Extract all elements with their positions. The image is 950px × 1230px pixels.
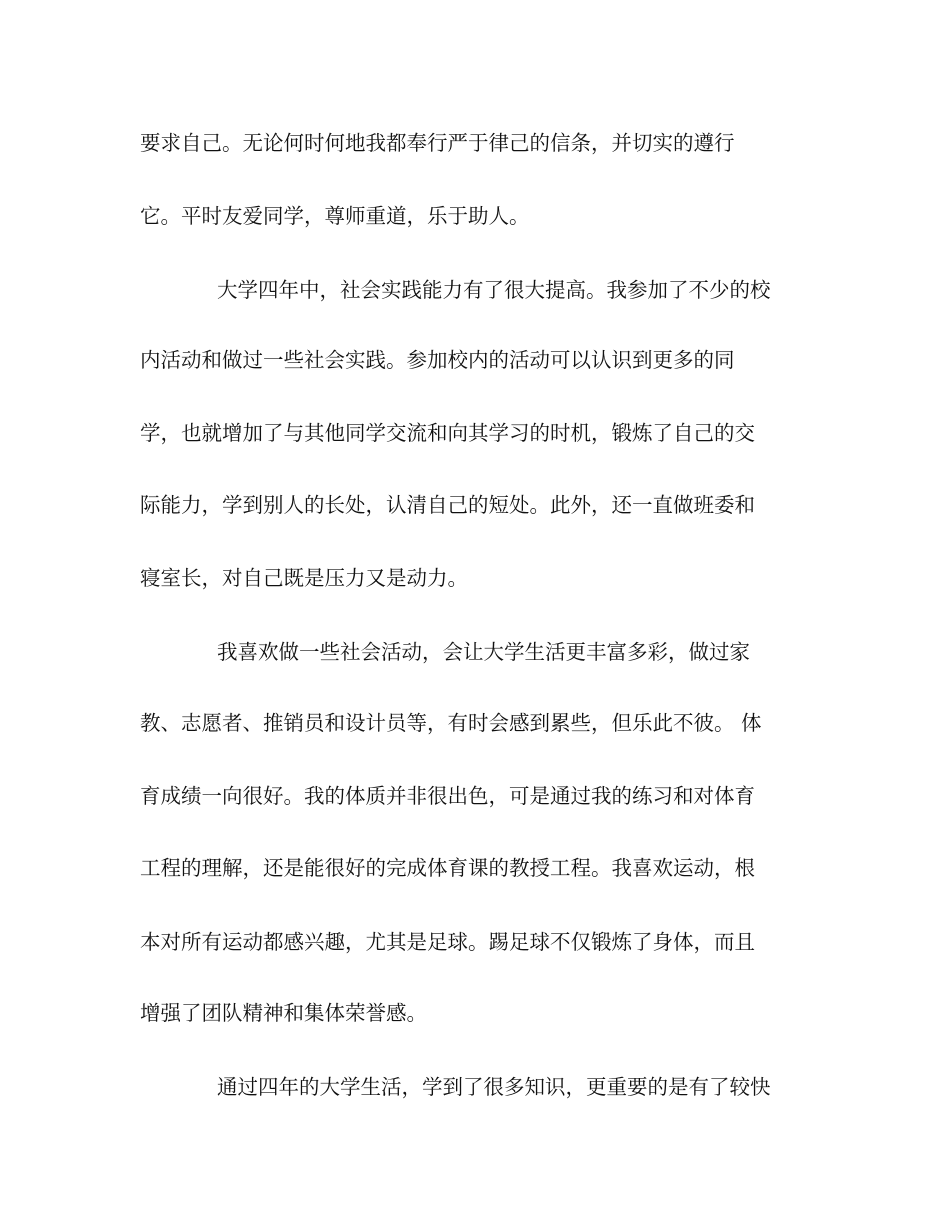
paragraph-start-line: 通过四年的大学生活，学到了很多知识，更重要的是有了较快 xyxy=(217,1075,771,1099)
paragraph-start-line: 我喜欢做一些社会活动，会让大学生活更丰富多彩，做过家 xyxy=(217,640,750,664)
text-line: 学，也就增加了与其他同学交流和向其学习的时机，锻炼了自己的交 xyxy=(140,421,755,445)
text-line: 内活动和做过一些社会实践。参加校内的活动可以认识到更多的同 xyxy=(140,348,735,372)
text-line: 际能力，学到别人的长处，认清自己的短处。此外，还一直做班委和 xyxy=(140,493,755,517)
text-line: 育成绩一向很好。我的体质并非很出色，可是通过我的练习和对体育 xyxy=(140,784,755,808)
text-line: 工程的理解，还是能很好的完成体育课的教授工程。我喜欢运动，根 xyxy=(140,856,755,880)
text-line: 增强了团队精神和集体荣誉感。 xyxy=(140,1001,427,1025)
text-line: 本对所有运动都感兴趣，尤其是足球。踢足球不仅锻炼了身体，而且 xyxy=(140,930,755,954)
text-line: 要求自己。无论何时何地我都奉行严于律己的信条，并切实的遵行 xyxy=(140,131,735,155)
text-line: 它。平时友爱同学，尊师重道，乐于助人。 xyxy=(140,204,530,228)
paragraph-start-line: 大学四年中，社会实践能力有了很大提高。我参加了不少的校 xyxy=(217,278,771,302)
text-line: 寝室长，对自己既是压力又是动力。 xyxy=(140,566,468,590)
text-line: 教、志愿者、推销员和设计员等，有时会感到累些，但乐此不彼。 体 xyxy=(140,711,762,735)
